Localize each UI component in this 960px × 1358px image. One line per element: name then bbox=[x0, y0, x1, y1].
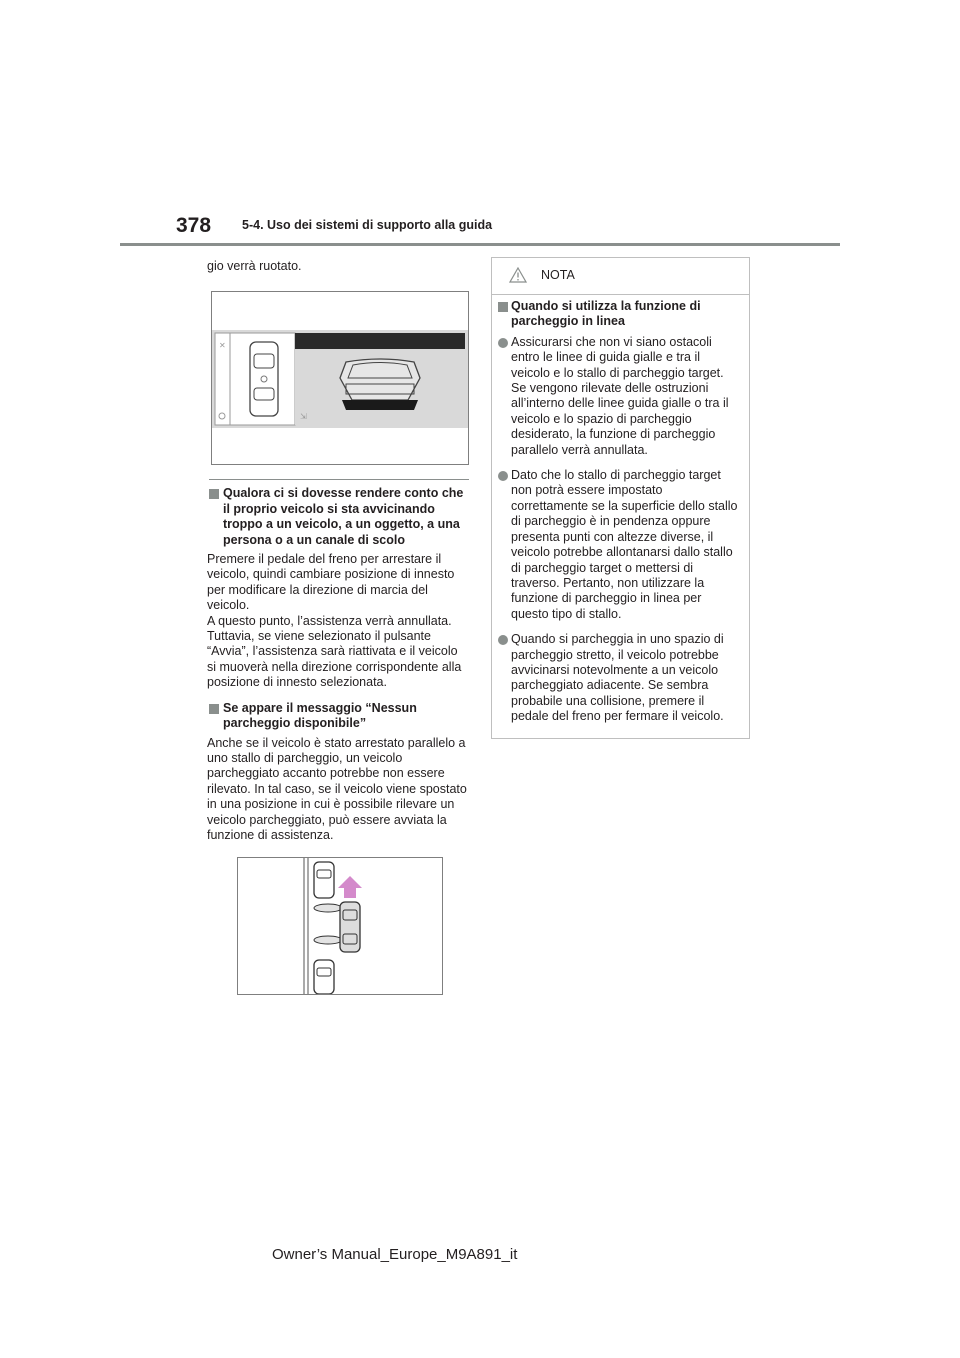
circle-bullet-icon bbox=[498, 338, 508, 348]
note-header bbox=[492, 258, 749, 295]
section-divider bbox=[209, 479, 469, 480]
square-bullet-icon bbox=[209, 704, 219, 714]
note-bullet-text: Dato che lo stallo di parcheggio target non potrà essere impostato correttamente se la superficie dello stallo di parcheggio è in pendenza oppure presenta punti con altezze diverse, il veicolo potrebbe allontanarsi dallo stallo di parcheggio target o mettersi di traverso. Pertanto, non utilizzare la funzione di parcheggio in linea per questo tipo di stallo. bbox=[511, 468, 738, 621]
parking-screen-figure bbox=[211, 291, 469, 465]
note-box bbox=[491, 257, 750, 739]
parking-detection-illustration bbox=[238, 858, 442, 994]
section1-body: Premere il pedale del freno per arrestare il veicolo, quindi cambiare posizione di innesto per modificare la direzione di marcia del veicolo. A questo punto, l’assistenza verrà annullata. Tuttavia, se viene selezionato il pulsante “Avvia”, l’assistenza sarà riattivata e il veicolo si muoverà nella direzione corrispondente alla posizione di innesto selezionata. bbox=[207, 552, 462, 690]
section1-heading-row bbox=[207, 486, 469, 548]
note-heading: Quando si utilizza la funzione di parcheggio in linea bbox=[511, 299, 701, 329]
left-column bbox=[207, 259, 469, 995]
note-heading-row bbox=[497, 299, 739, 330]
section1-heading: Qualora ci si dovesse rendere conto che il proprio veicolo si sta avvicinando troppo a un veicolo, a un oggetto, a una persona o a un canale di scolo bbox=[223, 486, 464, 547]
circle-bullet-icon bbox=[498, 471, 508, 481]
section2-heading-row bbox=[207, 701, 469, 732]
note-bullet-text: Assicurarsi che non vi siano ostacoli entro le linee di guida gialle e tra il veicolo e lo stallo di parcheggio target. Se vengono rilevate delle ostruzioni all’interno delle linee guida gialle o tra il veicolo e lo spazio di parcheggio desiderato, la funzione di parcheggio parallelo verrà annullata. bbox=[511, 334, 729, 457]
warning-icon bbox=[509, 267, 527, 283]
circle-bullet-icon bbox=[498, 635, 508, 645]
square-bullet-icon bbox=[498, 302, 508, 312]
svg-text:⇲: ⇲ bbox=[300, 412, 307, 422]
note-bullet bbox=[497, 632, 739, 724]
note-title: NOTA bbox=[541, 268, 575, 282]
note-bullet-text: Quando si parcheggia in uno spazio di parcheggio stretto, il veicolo potrebbe avvicinarsi notevolmente a un veicolo parcheggiato adiacente. Se sembra probabile una collisione, premere il pedale del freno per fermare il veicolo. bbox=[511, 632, 724, 724]
parking-detection-figure bbox=[237, 857, 443, 995]
header-rule bbox=[120, 243, 840, 246]
footer-text: Owner’s Manual_Europe_M9A891_it bbox=[272, 1246, 518, 1263]
parking-screen-illustration bbox=[212, 292, 468, 464]
note-bullet bbox=[497, 468, 739, 622]
note-bullet bbox=[497, 335, 739, 458]
section2-heading: Se appare il messaggio “Nessun parcheggio disponibile” bbox=[223, 700, 417, 731]
section-title: 5-4. Uso dei sistemi di supporto alla guida bbox=[242, 218, 493, 232]
svg-text:✕: ✕ bbox=[219, 341, 226, 351]
page-number: 378 bbox=[176, 214, 212, 237]
note-body bbox=[492, 299, 749, 725]
square-bullet-icon bbox=[209, 489, 219, 499]
intro-text: gio verrà ruotato. bbox=[207, 259, 302, 273]
section2-body: Anche se il veicolo è stato arrestato parallelo a uno stallo di parcheggio, un veicolo parcheggiato accanto potrebbe non essere rilevato. In tal caso, se il veicolo viene spostato in una posizione in cui è possibile rilevare un veicolo parcheggiato, può essere avviata la funzione di assistenza. bbox=[207, 735, 467, 842]
